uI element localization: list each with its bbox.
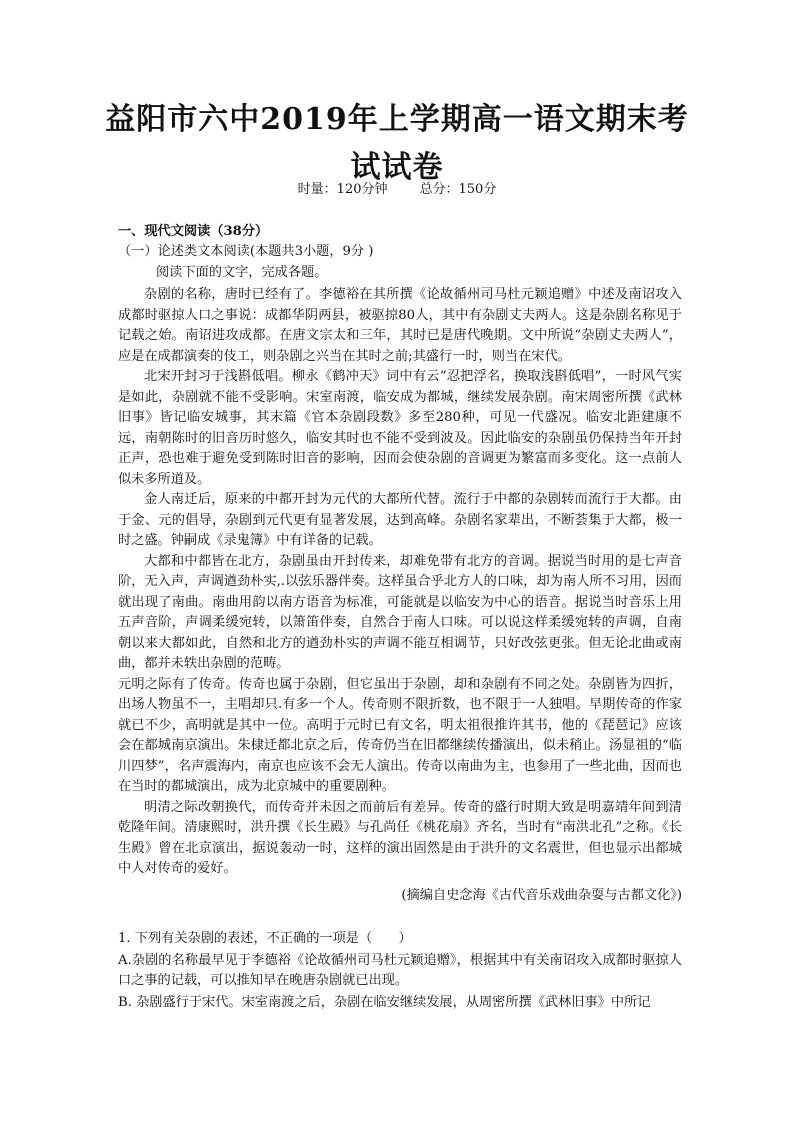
option-b: B. 杂剧盛行于宋代。宋室南渡之后，杂剧在临安继续发展，从周密所撰《武林旧事》中所记: [118, 994, 651, 1010]
section-heading: 一、现代文阅读（38分）: [118, 224, 269, 239]
exam-meta: [0, 181, 794, 199]
total-score: 总分：150分: [419, 182, 497, 197]
passage-paragraph: 元明之际有了传奇。传奇也属于杂剧，但它虽出于杂剧，却和杂剧有不同之处。杂剧皆为四折，出场人物虽不一，主唱却只.有多一个人。传奇则不限折数，也不限于一人独唱。早期传奇的作家就已不少，高明就是其中一位。高明于元时已有文名，明太祖很推许其书，他的《琵琶记》应该会在都城南京演出。朱棣迁都北京之后，传奇仍当在旧都继续传播演出，似未稍止。汤显祖的“临川四梦”，名声震海内，南京也应该不会无人演出。传奇以南曲为主，也参用了一些北曲，因而也在当时的都城演出，成为北京城中的重要剧种。: [118, 676, 682, 794]
passage-paragraph: 北宋开封习于浅斟低唱。柳永《鹤冲天》词中有云“忍把浮名，换取浅斟低唱”，一时风气实是如此，杂剧就不能不受影响。宋室南渡，临安成为都城，继续发展杂剧。南宋周密所撰《武林旧事》皆记临安城事，其末篇《官本杂剧段数》多至280种，可见一代盛况。临安北距建康不远，南朝陈时的旧音历时悠久，临安其时也不能不受到波及。因此临安的杂剧虽仍保持当年开封正声，恐也难于避免受到陈时旧音的影响，因而会使杂剧的音调更为繁富而多变化。这一点前人似未多所道及。: [118, 369, 682, 487]
reading-instruction: 阅读下面的文字，完成各题。: [156, 265, 328, 280]
passage-paragraph: 明清之际改朝换代，而传奇并未因之而前后有差异。传奇的盛行时期大致是明嘉靖年间到清乾隆年间。清康熙时，洪升撰《长生殿》与孔尚任《桃花扇》齐名，当时有“南洪北孔”之称。《长生殿》曾在北京演出，据说轰动一时，这样的演出固然是由于洪升的文名震世，但也显示出都城中人对传奇的爱好。: [118, 799, 682, 876]
question-1: [118, 929, 682, 1013]
passage-paragraph: 大都和中都皆在北方，杂剧虽由开封传来，却难免带有北方的音调。据说当时用的是七声音阶，无入声，声调遒劲朴实,.以弦乐器伴奏。这样虽合乎北方人的口味，却为南人所不习用，因而就出现了南曲。南曲用韵以南方语音为标准，可能就是以临安为中心的语音。据说当时音乐上用五声音阶，声调柔缓宛转，以箫笛伴奏，自然合于南人口味。可以说这样柔缓宛转的声调，自南朝以来大都如此，自然和北方的遒劲朴实的声调不能互相调节，只好改弦更张。但无论北曲或南曲，都并未轶出杂剧的范畴。: [118, 553, 682, 671]
exam-title: 益阳市六中2019年上学期高一语文期末考试试卷: [105, 102, 689, 185]
passage-paragraph: 金人南迁后，原来的中都开封为元代的大都所代替。流行于中都的杂剧转而流行于大都。由于金、元的倡导，杂剧到元代更有显著发展，达到高峰。杂剧名家辈出，不断荟集于大都，极一时之盛。钟嗣成《录鬼簿》中有详备的记载。: [118, 492, 682, 548]
passage-source: (摘编自史念海《古代音乐戏曲杂耍与古都文化》): [401, 888, 682, 903]
question-stem: 1. 下列有关杂剧的表述，不正确的一项是（ ）: [118, 931, 412, 946]
reading-passage: [118, 285, 682, 880]
passage-paragraph: 杂剧的名称，唐时已经有了。李德裕在其所撰《论故循州司马杜元颖追赠》中述及南诏攻入成都时驱掠人口之事说：成都华阴两县，被驱掠80人，其中有杂剧丈夫两人。这是杂剧名称见于记载之始。南诏进攻成都。在唐文宗太和三年，其时已是唐代晚期。文中所说“杂剧丈夫两人”，应是在成都演奏的伎工，则杂剧之兴当在其时之前;其盛行一时，则当在宋代。: [118, 287, 682, 364]
option-a: A.杂剧的名称最早见于李德裕《论故循州司马杜元颖追赠》，根据其中有关南诏攻入成都时驱掠人口之事的记载，可以推知早在晚唐杂剧就已出现。: [118, 952, 682, 988]
subsection-heading: （一）论述类文本阅读(本题共3小题，9分 ): [118, 244, 374, 259]
time-limit: 时量：120分钟: [297, 182, 388, 197]
